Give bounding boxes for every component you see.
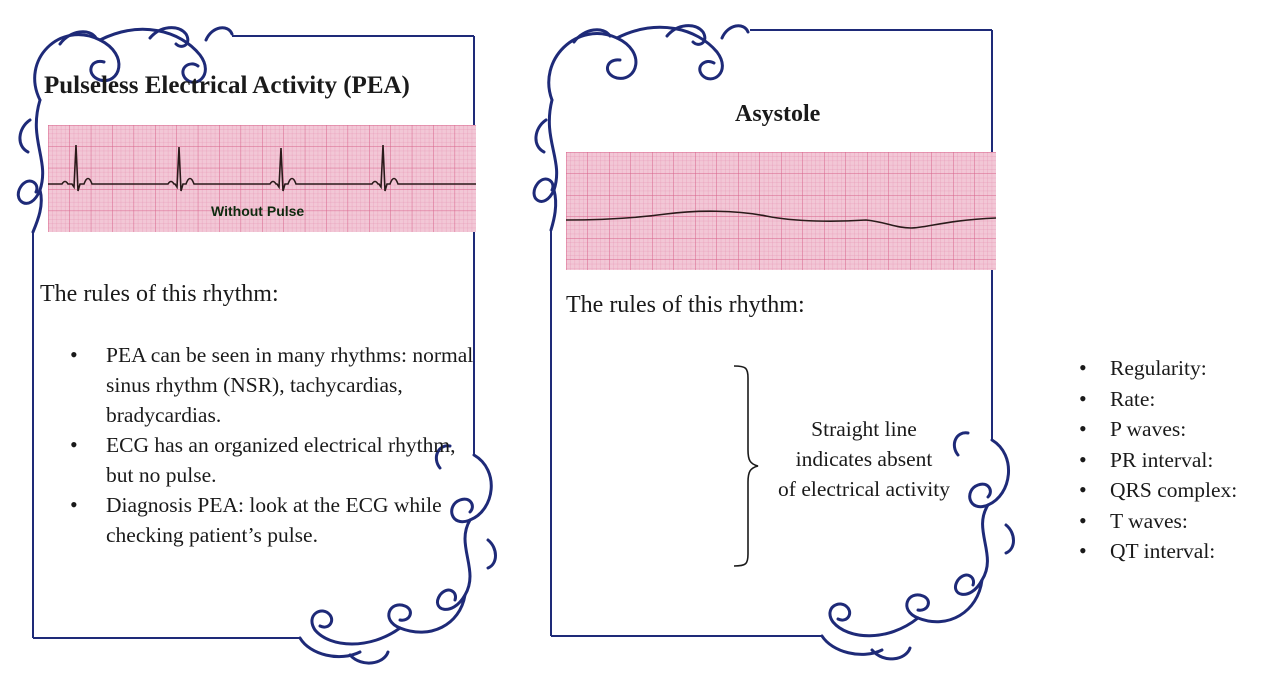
card-title: Pulseless Electrical Activity (PEA)	[44, 72, 410, 99]
list-item: • T waves:	[1110, 506, 1280, 537]
card-title: Asystole	[735, 101, 821, 127]
pea-card	[0, 0, 512, 677]
list-item: • PR interval:	[1110, 445, 1280, 476]
list-item: • P waves:	[1110, 414, 1280, 445]
list-item: • Regularity:	[1110, 353, 1280, 384]
asystole-card	[512, 0, 1238, 677]
rules-heading: The rules of this rhythm:	[40, 281, 279, 307]
list-item: • QRS complex:	[1110, 475, 1280, 506]
list-item: • QT interval:	[1110, 536, 1280, 567]
list-item: • PEA can be seen in many rhythms: normal sinus rhythm (NSR), tachycardias, bradycardias.	[106, 340, 486, 430]
list-item: • Rate:	[1110, 384, 1280, 415]
note-line: indicates absent	[795, 447, 933, 471]
rules-list	[106, 340, 486, 550]
strip-label: Without Pulse	[211, 203, 305, 219]
straight-line-note	[758, 414, 970, 504]
ecg-strip-asystole	[566, 152, 996, 270]
rules-heading: The rules of this rhythm:	[566, 292, 805, 318]
note-line: Straight line	[811, 417, 917, 441]
scroll-ornament-bottom-right	[0, 0, 512, 677]
rules-list	[1110, 353, 1280, 567]
list-item: • ECG has an organized electrical rhythm, but no pulse.	[106, 430, 486, 490]
list-item: • Diagnosis PEA: look at the ECG while checking patient’s pulse.	[106, 490, 486, 550]
note-line: of electrical activity	[778, 477, 950, 501]
